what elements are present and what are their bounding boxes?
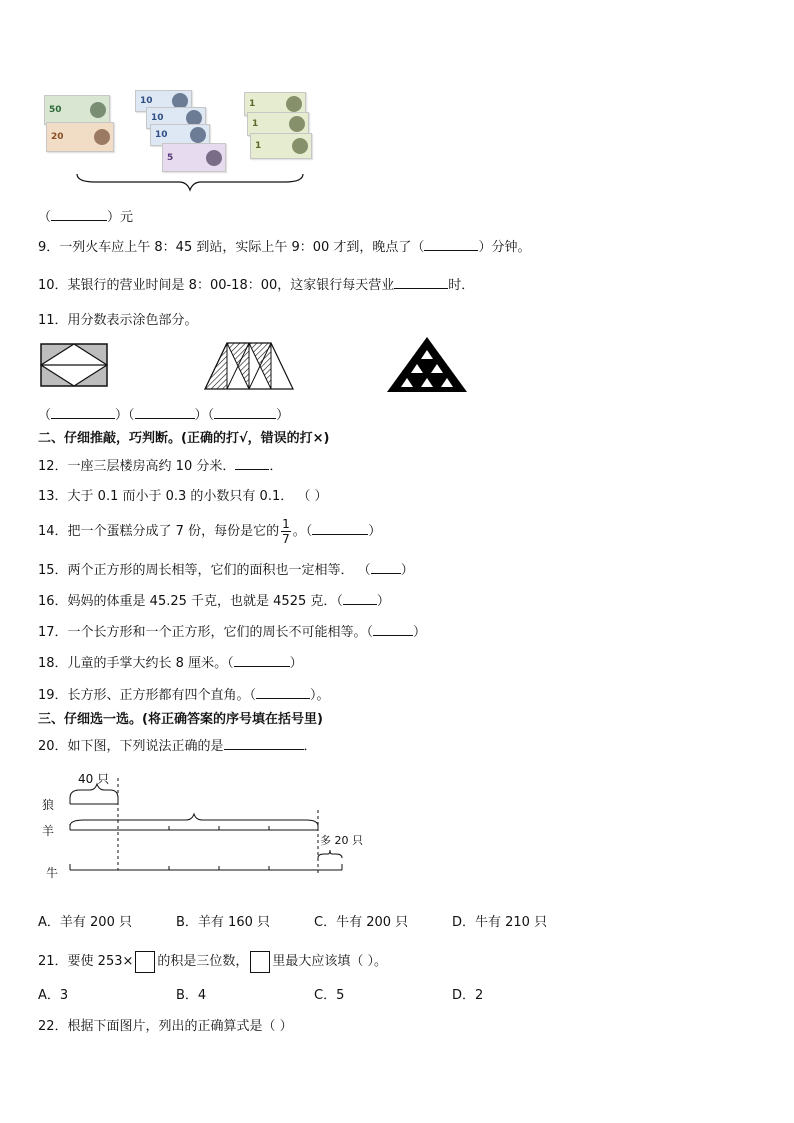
answer-blank[interactable]: [256, 686, 310, 699]
q21-option-a[interactable]: A．3: [38, 988, 69, 1003]
question-11: 11．用分数表示涂色部分。: [38, 313, 198, 328]
question-12: 12．一座三层楼房高约 10 分米． ．: [38, 459, 283, 474]
answer-blank[interactable]: [373, 623, 413, 636]
fraction: $\frac{1}{7}$: [282, 517, 290, 546]
answer-blank[interactable]: [371, 561, 401, 574]
wolf-label: 狼: [42, 798, 55, 812]
banknote-1: 1: [247, 112, 309, 136]
answer-blank[interactable]: [394, 276, 448, 289]
section-3-heading: 三、仔细选一选。(将正确答案的序号填在括号里): [38, 712, 323, 727]
banknote-1: 1: [244, 92, 306, 116]
portrait-icon: [206, 150, 222, 166]
question-22: 22．根据下面图片，列出的正确算式是（ ）: [38, 1019, 293, 1034]
banknote-1: 1: [250, 133, 312, 159]
q21-option-d[interactable]: D．2: [452, 988, 484, 1003]
q21-option-c[interactable]: C．5: [314, 988, 345, 1003]
portrait-icon: [190, 127, 206, 143]
extra-label: 多 20 只: [320, 834, 363, 847]
shaded-trapezoid-figure: [203, 340, 295, 392]
q20-option-c[interactable]: C．牛有 200 只: [314, 915, 409, 930]
question-21: 21．要使 253× 的积是三位数， 里最大应该填（ ）。: [38, 950, 387, 974]
shaded-triangle-figure: [386, 336, 468, 393]
shaded-rectangle-figure: [40, 343, 110, 388]
question-19: 19．长方形、正方形都有四个直角。（ ）。: [38, 688, 330, 703]
answer-blank[interactable]: [235, 457, 269, 470]
q21-option-b[interactable]: B．4: [176, 988, 207, 1003]
answer-box[interactable]: [135, 951, 155, 973]
answer-blank[interactable]: [51, 208, 107, 221]
money-answer: （ ）元: [38, 210, 134, 225]
banknote-10: 10: [135, 90, 192, 112]
question-9: 9．一列火车应上午 8：45 到站，实际上午 9：00 才到，晚点了（ ）分钟。: [38, 240, 531, 255]
sheep-label: 羊: [42, 824, 55, 838]
answer-box[interactable]: [250, 951, 270, 973]
cow-label: 牛: [46, 866, 59, 880]
question-14: 14．把一个蛋糕分成了 7 份，每份是它的 $\frac{1}{7}$ 。（ ）: [38, 517, 382, 546]
q20-option-d[interactable]: D．牛有 210 只: [452, 915, 548, 930]
wolf-count-label: 40 只: [78, 772, 110, 786]
banknote-5: 5: [162, 143, 226, 172]
question-10: 10．某银行的营业时间是 8：00-18：00，这家银行每天营业 时．: [38, 278, 475, 293]
question-15: 15．两个正方形的周长相等，它们的面积也一定相等． （ ）: [38, 563, 414, 578]
question-16: 16．妈妈的体重是 45.25 千克，也就是 4525 克．（ ）: [38, 594, 390, 609]
answer-blank[interactable]: [343, 592, 377, 605]
portrait-icon: [94, 129, 110, 145]
portrait-icon: [286, 96, 302, 112]
portrait-icon: [292, 138, 308, 154]
answer-blank[interactable]: [214, 406, 276, 419]
q20-option-b[interactable]: B．羊有 160 只: [176, 915, 270, 930]
question-20: 20．如下图，下列说法正确的是 ．: [38, 739, 317, 754]
answer-blank[interactable]: [234, 654, 290, 667]
banknote-20: 20: [46, 122, 114, 152]
banknote-10: 10: [150, 124, 210, 146]
question-11-answers: （ ）（ ）（ ）: [38, 408, 290, 423]
q20-option-a[interactable]: A．羊有 200 只: [38, 915, 132, 930]
answer-blank[interactable]: [424, 238, 478, 251]
question-17: 17．一个长方形和一个正方形，它们的周长不可能相等。（ ）: [38, 625, 427, 640]
question-13: 13．大于 0.1 而小于 0.3 的小数只有 0.1． （ ）: [38, 489, 328, 504]
answer-blank[interactable]: [224, 737, 304, 750]
answer-blank[interactable]: [312, 522, 368, 535]
question-18: 18．儿童的手掌大约长 8 厘米。（ ）: [38, 656, 303, 671]
banknote-10: 10: [146, 107, 206, 129]
segment-diagram: [36, 770, 376, 882]
banknote-50: 50: [44, 95, 110, 125]
brace-icon: [75, 170, 305, 192]
answer-blank[interactable]: [51, 406, 115, 419]
section-2-heading: 二、仔细推敲，巧判断。(正确的打√，错误的打×): [38, 431, 330, 446]
answer-blank[interactable]: [135, 406, 195, 419]
portrait-icon: [289, 116, 305, 132]
portrait-icon: [90, 102, 106, 118]
